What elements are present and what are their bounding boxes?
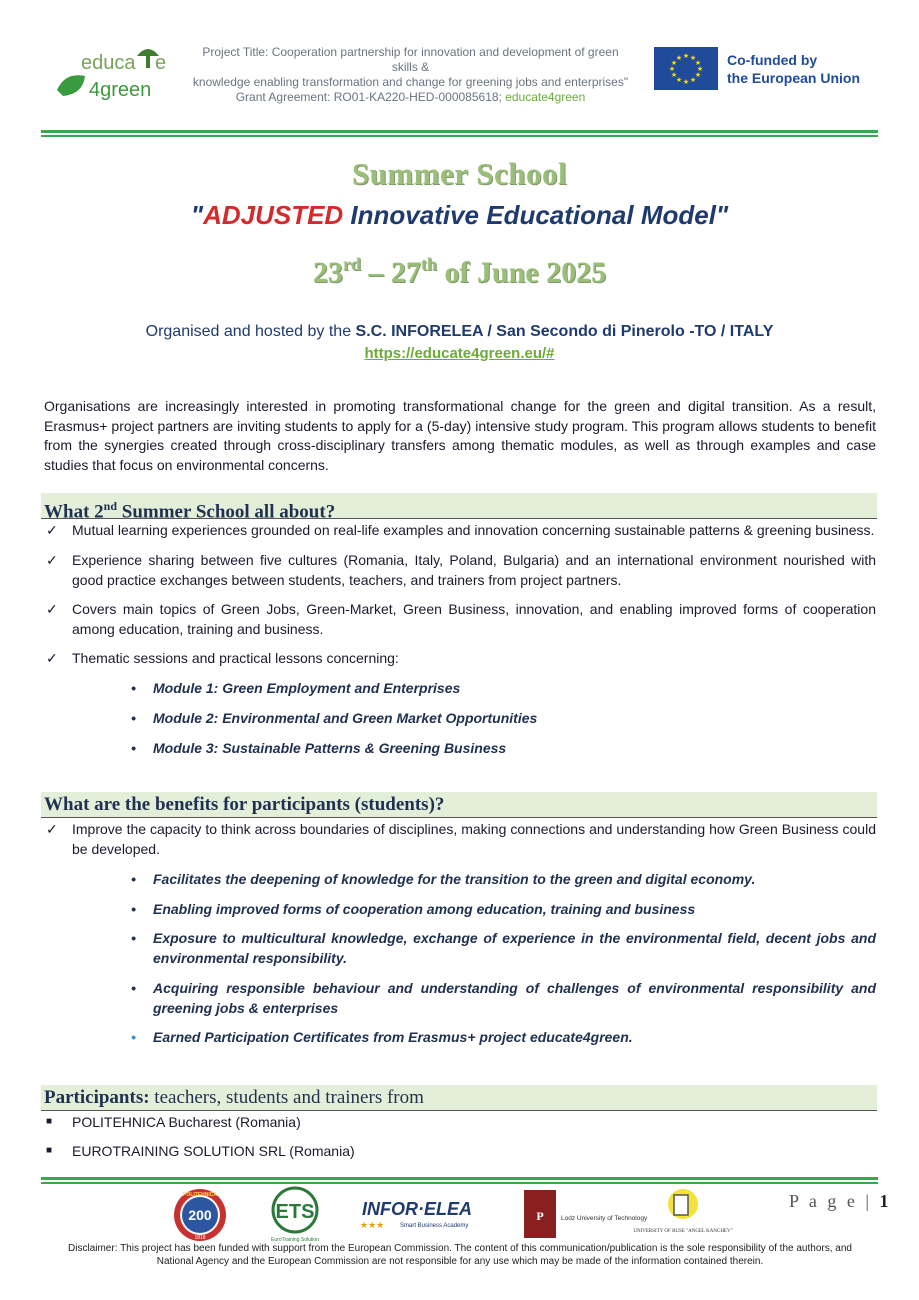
svg-text:★: ★ [696,65,704,73]
svg-text:1818: 1818 [194,1235,206,1241]
page-number-value: 1 [879,1191,892,1211]
date-end: of June 2025 [436,256,607,289]
svg-text:★: ★ [694,59,702,67]
intro-paragraph: Organisations are increasingly interested in promoting transformational change for the green and digital transition. As a result, Erasmus+ project partners are inviting students to apply for a (5-day) intensive study program. This program allows students to benefit from the synergies created through cross-disciplinary transfers among thematic modules, as well as through examples and case studies that focus on environmental concerns. [44,398,876,473]
eu-line2: the European Union [727,70,860,86]
svg-text:ETS: ETS [275,1201,315,1223]
checkmark-icon: ✓ [46,552,58,568]
benefit-item [131,900,876,920]
organiser-line [0,323,919,341]
square-bullet-icon: ■ [46,1145,53,1156]
educate4green-logo [55,42,175,104]
svg-text:200: 200 [188,1207,212,1223]
svg-text:Smart Business Academy: Smart Business Academy [400,1223,469,1229]
list-item [46,649,876,669]
bullet-icon: • [131,980,136,996]
svg-text:EuroTraining Solution: EuroTraining Solution [271,1237,319,1243]
footer-rule-bottom [41,1182,878,1184]
page-number [789,1191,891,1212]
grant-prefix: Grant Agreement: RO01-KA220-HED-000085618; [235,90,506,104]
participant-text: POLITEHNICA Bucharest (Romania) [72,1114,301,1130]
svg-text:Lodz University of Technology: Lodz University of Technology [561,1215,648,1222]
svg-text:POLITEHNICA: POLITEHNICA [183,1192,217,1198]
svg-text:★: ★ [675,76,683,84]
lodz-university-logo [524,1188,648,1240]
organiser-name: S.C. INFORELEA / San Secondo di Pinerolo -TO / ITALY [355,323,774,340]
participant-item [46,1142,876,1162]
module-item [131,709,876,729]
module-item [131,679,876,699]
svg-text:★: ★ [682,52,690,60]
logo-text-top: educa [81,52,136,74]
heading-b: Summer School all about? [117,501,336,523]
svg-text:INFOR·ELEA: INFOR·ELEA [362,1199,472,1219]
eu-line1: Co-funded by [727,52,818,68]
bullet-icon: • [131,1029,136,1045]
section-heading-participants [41,1085,877,1111]
heading-rest: teachers, students and trainers from [149,1087,424,1108]
heading-a: What 2 [44,501,104,523]
participant-item [46,1113,876,1133]
list-item [46,600,876,639]
grant-link[interactable]: educate4green [505,90,586,104]
benefit-text: Enabling improved forms of cooperation among education, training and business [153,901,696,917]
benefit-text: Acquiring responsible behaviour and understanding of challenges of environmental responsibility and greening jobs & enterprises [153,980,876,1016]
page-label: P a g e | [789,1191,880,1211]
date-title [0,254,919,290]
svg-text:★: ★ [682,78,690,86]
politehnica-logo [172,1187,228,1243]
header-rule-bottom [41,135,878,137]
eurotraining-logo [266,1186,324,1244]
date-sup1: rd [342,254,361,274]
logo-text-bottom: 4green [89,79,152,101]
module-item [131,739,876,759]
inforelea-logo [352,1198,482,1232]
svg-text:★: ★ [689,76,697,84]
section-heading-benefits: What are the benefits for participants (students)? [41,792,877,818]
bullet-icon: • [131,680,136,696]
list-item [46,820,876,859]
date-day1: 23 [312,256,343,289]
svg-text:★: ★ [675,54,683,62]
logo-text-e: e [155,52,167,74]
checkmark-icon: ✓ [46,650,58,666]
section-heading-about [41,493,877,523]
module-text: Module 3: Sustainable Patterns & Greening Business [153,740,507,756]
list-item-text: Thematic sessions and practical lessons concerning: [72,650,399,666]
list-item [46,521,876,541]
module-text: Module 2: Environmental and Green Market Opportunities [153,710,538,726]
heading-sup: nd [103,499,118,513]
website-link[interactable]: https://educate4green.eu/# [364,345,555,362]
module-text: Module 1: Green Employment and Enterprises [153,680,461,696]
date-mid: – 27 [360,256,421,289]
project-title-line2: knowledge enabling transformation and change for greening jobs and enterprises" [192,75,629,89]
benefit-text: Earned Participation Certificates from Erasmus+ project educate4green. [153,1029,633,1045]
date-sup2: th [420,254,437,274]
footer-rule-top [41,1177,878,1180]
project-title [188,45,633,105]
bullet-icon: • [131,710,136,726]
benefit-text: Facilitates the deepening of knowledge for the transition to the green and digital economy. [153,871,756,887]
grant-agreement [188,90,633,105]
subtitle-rest: Innovative Educational Model" [343,200,729,230]
quote-open: " [190,200,204,230]
checkmark-icon: ✓ [46,522,58,538]
bullet-icon: • [131,740,136,756]
benefit-item [131,870,876,890]
list-item-text: Improve the capacity to think across boundaries of disciplines, making connections and understanding how Green Business could be developed. [72,821,876,857]
eu-cofunded-label [727,51,887,87]
eu-flag-icon [654,47,718,90]
svg-text:★: ★ [694,71,702,79]
subtitle-highlight: ADJUSTED [203,200,344,230]
header-rule-top [41,130,878,133]
svg-text:★: ★ [670,71,678,79]
project-title-line1: Project Title: Cooperation partnership for innovation and development of green skills & [202,45,619,74]
list-item-text: Experience sharing between five cultures (Romania, Italy, Poland, Bulgaria) and an international environment nourished with good practice exchanges between students, teachers, and trainers from project partners. [72,552,876,588]
svg-text:P: P [536,1209,544,1223]
svg-text:★: ★ [689,54,697,62]
leaf-icon [57,75,85,96]
benefit-item [131,929,876,968]
university-of-ruse-logo [633,1186,733,1242]
benefit-text: Exposure to multicultural knowledge, exchange of experience in the environmental field, decent jobs and environmental responsibility. [153,930,876,966]
checkmark-icon: ✓ [46,821,58,837]
heading-bold: Participants: [44,1087,150,1108]
list-item-text: Mutual learning experiences grounded on real-life examples and innovation concerning sustainable patterns & greening business. [72,522,875,538]
bullet-icon: • [131,901,136,917]
organiser-prefix: Organised and hosted by the [145,323,356,340]
bullet-icon: • [131,871,136,887]
bullet-icon: • [131,930,136,946]
subtitle [0,200,919,231]
checkmark-icon: ✓ [46,601,58,617]
disclaimer: Disclaimer: This project has been funded with support from the European Commission. The content of this communication/publication is the sole responsibility of the authors, and National Agency and the European Commission are not responsible for any use which may be made of the information contained therein. [68,1243,852,1267]
main-title: Summer School [351,156,568,191]
benefit-item [131,979,876,1018]
svg-text:UNIVERSITY OF RUSE "ANGEL KANC: UNIVERSITY OF RUSE "ANGEL KANCHEV" [633,1229,733,1234]
list-item [46,551,876,590]
participant-text: EUROTRAINING SOLUTION SRL (Romania) [72,1143,355,1159]
svg-text:★: ★ [670,59,678,67]
benefit-item [131,1028,876,1048]
svg-text:★: ★ [668,65,676,73]
svg-text:★★★: ★★★ [360,1221,385,1231]
square-bullet-icon: ■ [46,1116,53,1127]
list-item-text: Covers main topics of Green Jobs, Green-Market, Green Business, innovation, and enabling improved forms of cooperation among education, training and business. [72,601,876,637]
